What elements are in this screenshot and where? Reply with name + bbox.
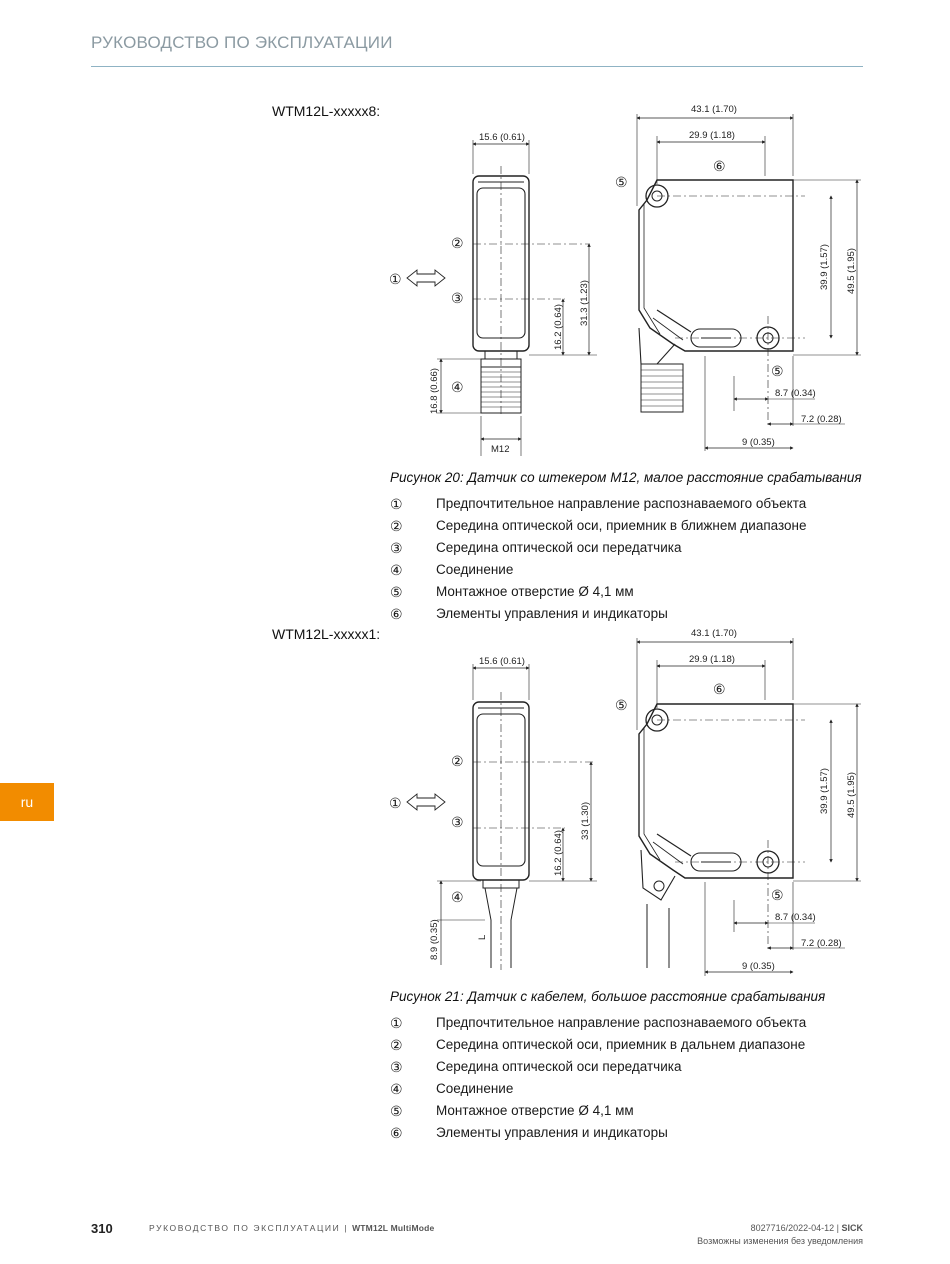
legend-item [390,518,860,540]
dim-width-inner: 29.9 (1.18) [689,130,735,141]
marker-4: ④ [451,889,464,905]
dim-width-total: 43.1 (1.70) [691,628,737,639]
dim-height-total: 49.5 (1.95) [846,248,857,294]
legend-item [390,1103,860,1125]
variant-label-2: WTM12L-xxxxx1: [272,626,381,642]
marker-5-top: ⑤ [615,174,628,190]
dim-front-width: 15.6 (0.61) [479,656,525,667]
footer-doc-info: 8027716/2022-04-12 | SICK Возможны изменения без уведомления [697,1223,863,1246]
legend-text: Элементы управления и индикаторы [436,1125,668,1140]
dim-width-total: 43.1 (1.70) [691,104,737,115]
footer-document-title [149,1223,434,1233]
dim-hole-3: 9 (0.35) [742,961,775,972]
legend-text: Середина оптической оси, приемник в дальнем диапазоне [436,1037,806,1052]
legend-text: Монтажное отверстие Ø 4,1 мм [436,584,634,599]
figure-20-caption: Рисунок 20: Датчик со штекером M12, малое расстояние срабатывания [390,470,862,485]
dim-hole-2: 7.2 (0.28) [801,938,842,949]
marker-6: ⑥ [713,158,726,174]
marker-5-bottom: ⑤ [771,887,784,903]
legend-num: ④ [390,562,403,578]
legend-item [390,562,860,584]
dim-hole-1: 8.7 (0.34) [775,388,816,399]
dim-height-optical: 39.9 (1.57) [819,244,830,290]
marker-1: ① [389,271,402,287]
legend-num: ③ [390,540,403,556]
marker-1: ① [389,795,402,811]
legend-item [390,496,860,518]
legend-num: ① [390,1015,403,1031]
legend-text: Предпочтительное направление распознаваемого объекта [436,496,807,511]
legend-num: ⑥ [390,606,403,622]
marker-2: ② [451,235,464,251]
legend-item [390,584,860,606]
footer-separator: | [340,1223,353,1233]
footer-notice: Возможны изменения без уведомления [697,1236,863,1246]
legend-num: ⑤ [390,584,403,600]
header-divider [91,66,863,67]
legend-text: Середина оптической оси передатчика [436,1059,682,1074]
legend-item [390,1059,860,1081]
legend-num: ⑥ [390,1125,403,1141]
page-header-title: РУКОВОДСТВО ПО ЭКСПЛУАТАЦИИ [91,33,393,52]
dim-hole-3: 9 (0.35) [742,437,775,448]
legend-item [390,1015,860,1037]
figure-20-drawing [385,96,865,462]
dim-hole-1: 8.7 (0.34) [775,912,816,923]
legend-text: Соединение [436,562,514,577]
marker-4: ④ [451,379,464,395]
language-tab[interactable]: ru [0,783,54,821]
footer-brand: SICK [841,1223,863,1233]
figure-21-drawing [385,620,865,980]
marker-6: ⑥ [713,681,726,697]
legend-text: Середина оптической оси, приемник в ближнем диапазоне [436,518,807,533]
dim-connector-label: M12 [491,444,510,455]
legend-num: ⑤ [390,1103,403,1119]
figure-20-legend [390,496,860,628]
dim-hole-2: 7.2 (0.28) [801,414,842,425]
dim-front-h2: 16.2 (0.64) [553,304,564,350]
legend-num: ④ [390,1081,403,1097]
dim-front-h2: 16.2 (0.64) [553,830,564,876]
figure-21-legend [390,1015,860,1147]
dim-front-width: 15.6 (0.61) [479,132,525,143]
dim-width-inner: 29.9 (1.18) [689,654,735,665]
marker-5-bottom: ⑤ [771,363,784,379]
legend-num: ③ [390,1059,403,1075]
marker-2: ② [451,753,464,769]
marker-5-top: ⑤ [615,697,628,713]
legend-item [390,1037,860,1059]
figure-21-caption: Рисунок 21: Датчик с кабелем, большое расстояние срабатывания [390,989,826,1004]
legend-text: Предпочтительное направление распознаваемого объекта [436,1015,807,1030]
footer-doc-id: 8027716/2022-04-12 [750,1223,835,1233]
dim-height-total: 49.5 (1.95) [846,772,857,818]
legend-text: Соединение [436,1081,514,1096]
dim-connector-label: L [477,934,488,940]
legend-text: Элементы управления и индикаторы [436,606,668,621]
legend-num: ② [390,1037,403,1053]
dim-front-h1: 31.3 (1.23) [579,280,590,326]
marker-3: ③ [451,290,464,306]
legend-text: Монтажное отверстие Ø 4,1 мм [436,1103,634,1118]
legend-text: Середина оптической оси передатчика [436,540,682,555]
marker-3: ③ [451,814,464,830]
dim-front-h1: 33 (1.30) [580,801,591,840]
legend-item [390,1125,860,1147]
variant-label-1: WTM12L-xxxxx8: [272,103,381,119]
footer-doc-title: РУКОВОДСТВО ПО ЭКСПЛУАТАЦИИ [149,1223,341,1233]
legend-item [390,1081,860,1103]
legend-num: ② [390,518,403,534]
footer-product: WTM12L MultiMode [352,1223,435,1233]
dim-connector-len: 16.8 (0.66) [429,368,440,414]
dim-connector-len: 8.9 (0.35) [429,919,440,960]
dim-height-optical: 39.9 (1.57) [819,768,830,814]
legend-num: ① [390,496,403,512]
legend-item [390,540,860,562]
page-number: 310 [91,1221,113,1236]
